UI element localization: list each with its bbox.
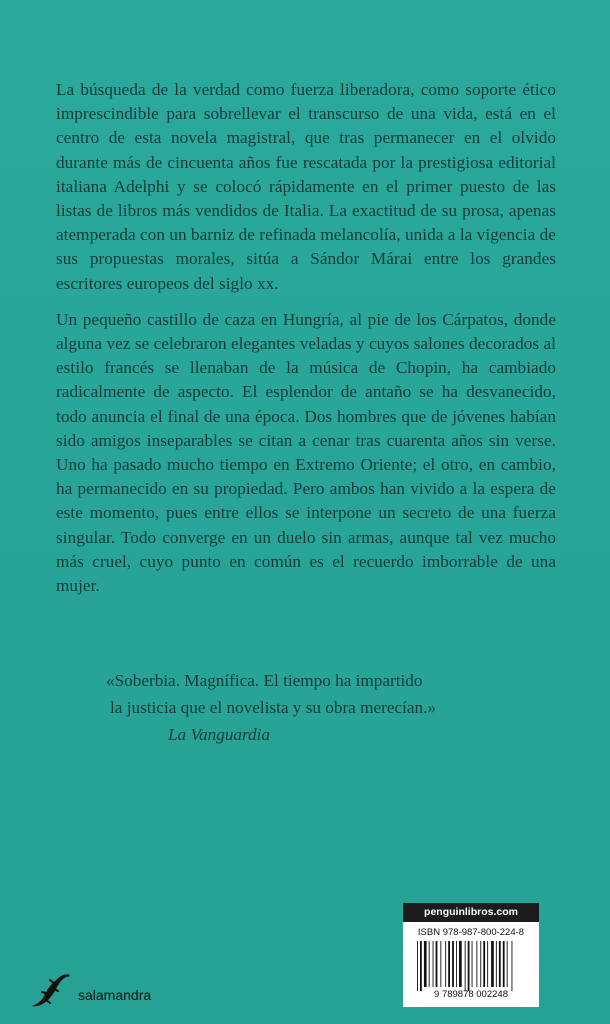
barcode-digits: 9 789878 002248 (434, 989, 508, 999)
barcode-graphic (411, 941, 531, 999)
review-quote (106, 667, 526, 748)
quote-line-1: «Soberbia. Magnífica. El tiempo ha impartido (106, 671, 423, 690)
barcode-label (403, 903, 539, 1007)
quote-line-2: la justicia que el novelista y su obra merecían.» (110, 698, 436, 717)
synopsis-paragraph-1: La búsqueda de la verdad como fuerza liberadora, como soporte ético imprescindible para sobrellevar el transcurso de una vida, está en el centro de esta novela magistral, que tras permanecer en el olvido durante más de cincuenta años fue rescatada por la prestigiosa editorial italiana Adelphi y se colocó rápidamente en el primer puesto de las listas de libros más vendidos de Italia. La exactitud de su prosa, apenas atemperada con un barniz de refinada melancolía, unida a la vigencia de sus propuestas morales, sitúa a Sándor Márai entre los grandes escritores europeos del siglo xx. (56, 80, 556, 293)
synopsis-paragraph-2: Un pequeño castillo de caza en Hungría, al pie de los Cárpatos, donde alguna vez se celebraron elegantes veladas y cuyos salones decorados al estilo francés se llenaban de la música de Chopin, ha cambiado radicalmente de aspecto. El esplendor de antaño se ha desvanecido, todo anuncia el final de una época. Dos hombres que de jóvenes habían sido amigos inseparables se citan a cenar tras cuarenta años sin verse. Uno ha pasado mucho tiempo en Extremo Oriente; el otro, en cambio, ha permanecido en su propiedad. Pero ambos han vivido a la espera de este momento, pues entre ellos se interpone un secreto de una fuerza singular. Todo converge en un duelo sin armas, aunque tal vez mucho más cruel, cuyo punto en común es el recuerdo imborrable de una mujer. (56, 309, 556, 596)
website-label: penguinlibros.com (403, 903, 539, 922)
salamander-icon (28, 970, 74, 1010)
quote-source: La Vanguardia (168, 725, 271, 744)
publisher-logo (28, 970, 198, 1010)
isbn-number: ISBN 978-987-800-224-8 (417, 927, 525, 938)
synopsis (56, 78, 556, 610)
publisher-name: salamandra (78, 987, 152, 1003)
